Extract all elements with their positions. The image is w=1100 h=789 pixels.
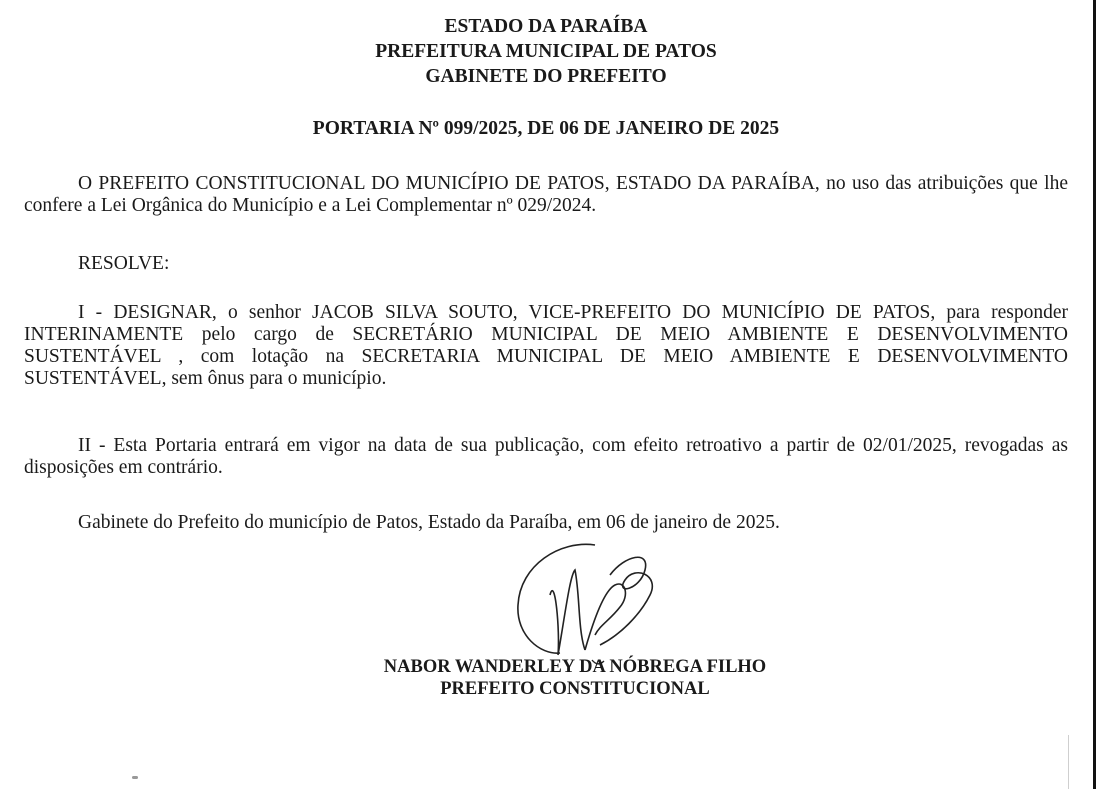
item-one-paragraph: I - DESIGNAR, o senhor JACOB SILVA SOUTO, VICE-PREFEITO DO MUNICÍPIO DE PATOS, para responder INTERINAMENTE pelo cargo de SECRETÁRIO MUNICIPAL DE MEIO AMBIENTE E DESENVOLVIMENTO SUSTENTÁVEL , com lotação na SECRETARIA MUNICIPAL DE MEIO AMBIENTE E DESENVOLVIMENTO SUSTENTÁVEL, sem ônus para o município. xyxy=(24,302,1068,389)
signature-block xyxy=(360,585,780,705)
scan-line xyxy=(1068,735,1069,789)
handwritten-signature xyxy=(500,535,700,675)
signer-block xyxy=(360,656,790,700)
signer-name: NABOR WANDERLEY DA NÓBREGA FILHO xyxy=(383,657,767,677)
header-prefecture: PREFEITURA MUNICIPAL DE PATOS xyxy=(375,41,717,62)
header-state: ESTADO DA PARAÍBA xyxy=(444,16,648,37)
signer-role: PREFEITO CONSTITUCIONAL xyxy=(440,679,710,699)
closing-paragraph: Gabinete do Prefeito do município de Patos, Estado da Paraíba, em 06 de janeiro de 2025. xyxy=(78,512,780,533)
portaria-title: PORTARIA Nº 099/2025, DE 06 DE JANEIRO DE 2025 xyxy=(312,118,780,139)
intro-paragraph: O PREFEITO CONSTITUCIONAL DO MUNICÍPIO DE PATOS, ESTADO DA PARAÍBA, no uso das atribuições que lhe confere a Lei Orgânica do Município e a Lei Complementar nº 029/2024. xyxy=(24,173,1068,216)
item-two-paragraph: II - Esta Portaria entrará em vigor na data de sua publicação, com efeito retroativo a partir de 02/01/2025, revogadas as disposições em contrário. xyxy=(24,435,1068,478)
header-office: GABINETE DO PREFEITO xyxy=(425,66,667,87)
resolve-paragraph: RESOLVE: xyxy=(78,253,170,274)
document-header xyxy=(0,14,1092,89)
scan-speck xyxy=(132,776,138,779)
page-right-edge xyxy=(1093,0,1096,789)
